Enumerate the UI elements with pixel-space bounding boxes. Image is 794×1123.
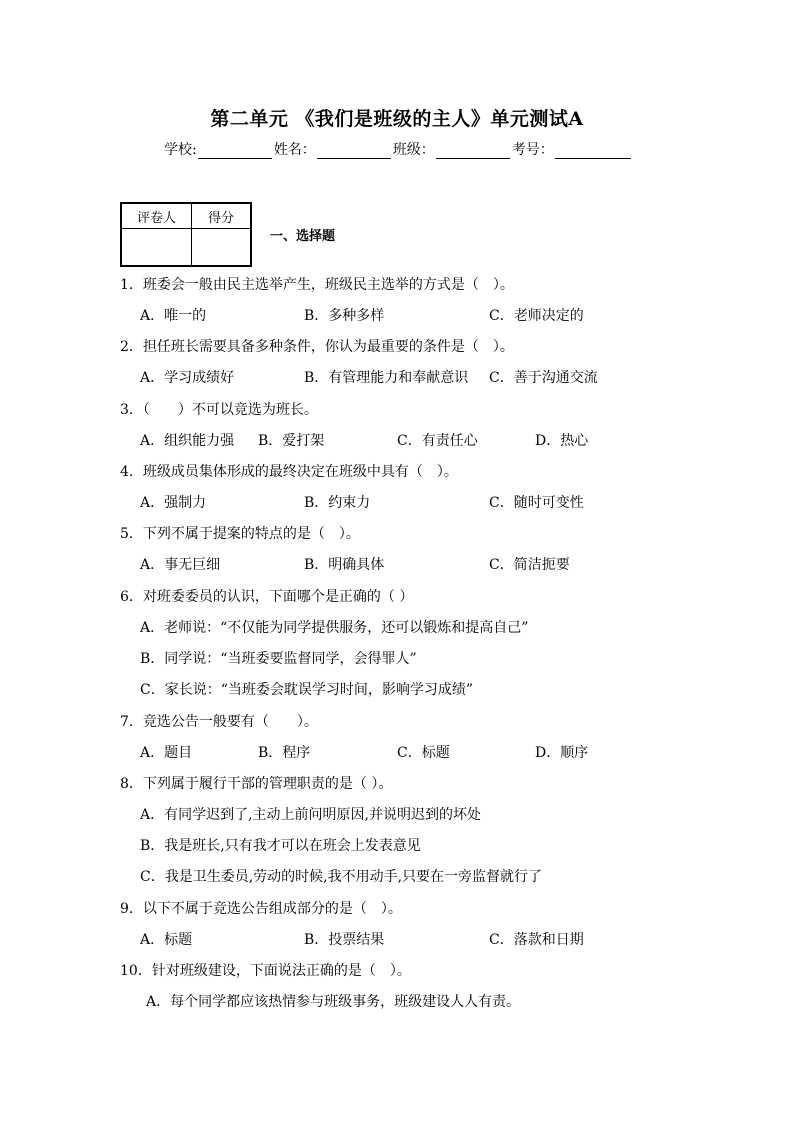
q1-option-b: B．多种多样 <box>304 308 385 324</box>
q8-option-b: B．我是班长,只有我才可以在班会上发表意见 <box>140 838 421 854</box>
score-cell <box>192 229 252 267</box>
id-blank <box>555 144 631 159</box>
score-table <box>120 202 252 267</box>
q6-option-b: B．同学说：“当班委要监督同学，会得罪人” <box>140 651 417 667</box>
q1-option-a: A．唯一的 <box>140 308 207 324</box>
q8-option-a: A．有同学迟到了,主动上前问明原因,并说明迟到的坏处 <box>140 807 482 823</box>
id-label: 考号： <box>511 142 554 158</box>
class-blank <box>436 144 510 159</box>
question-4: 4．班级成员集体形成的最终决定在班级中具有（ ）。 <box>120 464 458 480</box>
q9-option-c: C．落款和日期 <box>489 932 584 948</box>
q5-option-b: B．明确具体 <box>304 557 385 573</box>
q5-option-a: A．事无巨细 <box>140 557 221 573</box>
q4-option-a: A．强制力 <box>140 495 207 511</box>
q5-option-c: C．简洁扼要 <box>489 557 570 573</box>
question-9: 9．以下不属于竞选公告组成部分的是（ ）。 <box>120 901 402 917</box>
q6-option-a: A．老师说：“不仅能为同学提供服务，还可以锻炼和提高自己” <box>140 620 529 636</box>
q8-option-c: C．我是卫生委员,劳动的时候,我不用动手,只要在一旁监督就行了 <box>140 869 543 885</box>
q2-option-b: B．有管理能力和奉献意识 <box>304 370 469 386</box>
q2-option-c: C．善于沟通交流 <box>489 370 598 386</box>
q3-option-d: D．热心 <box>535 433 589 449</box>
q3-option-b: B．爱打架 <box>258 433 325 449</box>
question-6: 6．对班委委员的认识，下面哪个是正确的（ ） <box>120 589 414 605</box>
school-blank <box>198 144 272 159</box>
question-3: 3．（ ）不可以竞选为班长。 <box>120 402 318 418</box>
question-1: 1．班委会一般由民主选举产生，班级民主选举的方式是（ ）。 <box>120 277 514 293</box>
page-title: 第二单元 《我们是班级的主人》单元测试A <box>210 108 584 130</box>
reviewer-cell <box>121 229 192 267</box>
section-title: 一、选择题 <box>270 229 336 244</box>
reviewer-header: 评卷人 <box>121 203 192 229</box>
q3-option-c: C．有责任心 <box>397 433 478 449</box>
q7-option-c: C．标题 <box>397 745 450 761</box>
score-header: 得分 <box>192 203 252 229</box>
name-label: 姓名： <box>273 142 316 158</box>
q3-option-a: A．组织能力强 <box>140 433 235 449</box>
question-7: 7．竞选公告一般要有（ ）。 <box>120 714 318 730</box>
q6-option-c: C．家长说：“当班委会耽误学习时间，影响学习成绩” <box>140 682 474 698</box>
q1-option-c: C．老师决定的 <box>489 308 584 324</box>
q9-option-a: A．标题 <box>140 932 193 948</box>
q4-option-b: B．约束力 <box>304 495 371 511</box>
q7-option-d: D．顺序 <box>535 745 589 761</box>
q7-option-b: B．程序 <box>258 745 311 761</box>
question-10: 10．针对班级建设，下面说法正确的是（ ）。 <box>120 963 411 979</box>
q4-option-c: C．随时可变性 <box>489 495 584 511</box>
q10-option-a: A．每个同学都应该热情参与班级事务，班级建设人人有责。 <box>146 994 521 1010</box>
name-blank <box>317 144 391 159</box>
student-info-line <box>164 139 633 159</box>
q7-option-a: A．题目 <box>140 745 193 761</box>
class-label: 班级： <box>392 142 435 158</box>
question-8: 8．下列属于履行干部的管理职责的是（ ）。 <box>120 776 393 792</box>
question-2: 2．担任班长需要具备多种条件，你认为最重要的条件是（ ）。 <box>120 339 514 355</box>
q9-option-b: B．投票结果 <box>304 932 385 948</box>
school-label: 学校: <box>164 142 197 158</box>
q2-option-a: A．学习成绩好 <box>140 370 235 386</box>
question-5: 5．下列不属于提案的特点的是（ ）。 <box>120 526 360 542</box>
